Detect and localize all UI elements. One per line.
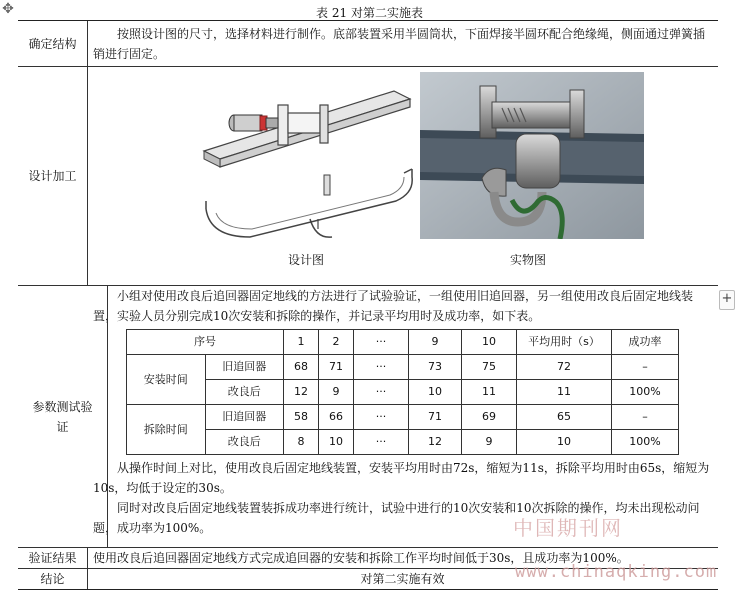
table-row: [127, 380, 679, 405]
table-cell: 100%: [612, 380, 679, 405]
test-data-table: [126, 329, 679, 455]
table-cell: 75: [462, 355, 517, 380]
table-header-row: [127, 330, 679, 355]
table-cell: 71: [409, 405, 462, 430]
watermark-title: 中国期刊网: [513, 516, 623, 540]
table-cell: 10: [409, 380, 462, 405]
table-cell: 69: [462, 405, 517, 430]
table-cell: ···: [354, 430, 409, 455]
table-cell: 12: [409, 430, 462, 455]
table-cell: ···: [354, 380, 409, 405]
col-header-index: 序号: [127, 330, 284, 355]
test-intro: 小组对使用改良后追回器固定地线的方法进行了试验验证，一组使用旧追回器，另一组使用改良后固定地线装置，实验人员分别完成10次安装和拆除的操作，并记录平均用时及成功率，如下表。: [93, 289, 694, 323]
table-cell: ···: [354, 355, 409, 380]
table-cell: 9: [319, 380, 354, 405]
table-row: [127, 355, 679, 380]
table-cell: 66: [319, 405, 354, 430]
device-type-label: 改良后: [205, 380, 284, 405]
table-cell: –: [612, 405, 679, 430]
table-cell: 11: [517, 380, 612, 405]
conclusion-text: 对第二实施有效: [360, 572, 445, 586]
table-cell: 10: [319, 430, 354, 455]
table-caption: 表 21 对第二实施表: [316, 6, 423, 20]
col-header-trial-9: 9: [409, 330, 462, 355]
test-paragraph-time: 从操作时间上对比，使用改良后固定地线装置，安装平均用时由72s，缩短为11s，拆除平均用时由65s，缩短为10s，均低于设定的30s。: [93, 461, 710, 495]
table-cell: –: [612, 355, 679, 380]
row-test: [18, 286, 718, 548]
physical-photo-figure: [420, 72, 644, 239]
col-header-trial-2: 2: [319, 330, 354, 355]
table-cell: 73: [409, 355, 462, 380]
row-design: [18, 67, 718, 286]
table-row: [127, 405, 679, 430]
group-label: 安装时间: [127, 355, 206, 405]
test-paragraph-success: 同时对改良后固定地线装置装拆成功率进行统计，试验中进行的10次安装和10次拆除的操作，均未出现松动问题，成功率为100%。: [93, 501, 700, 535]
table-cell: 68: [284, 355, 319, 380]
col-header-trial-10: 10: [462, 330, 517, 355]
add-column-plus-icon[interactable]: +: [719, 290, 735, 310]
structure-text: 按照设计图的尺寸，选择材料进行制作。底部装置采用半圆筒状，下面焊接半圆环配合绝缘绳，侧面通过弹簧插销进行固定。: [93, 27, 706, 61]
design-drawing-caption: 设计图: [288, 253, 325, 267]
result-text: 使用改良后追回器固定地线方式完成追回器的安装和拆除工作平均时间低于30s，且成功率为100%。: [93, 551, 629, 565]
implementation-table: [18, 20, 718, 590]
table-cell: 58: [284, 405, 319, 430]
table-cell: 10: [517, 430, 612, 455]
table-cell: 9: [462, 430, 517, 455]
col-header-ellipsis: ···: [354, 330, 409, 355]
group-label: 拆除时间: [127, 405, 206, 455]
table-move-handle-icon[interactable]: ✥: [2, 1, 14, 17]
device-type-label: 旧追回器: [205, 405, 284, 430]
table-cell: 12: [284, 380, 319, 405]
table-cell: ···: [354, 405, 409, 430]
table-row: [127, 430, 679, 455]
table-cell: 8: [284, 430, 319, 455]
watermark-url: www.chinaqking.com: [515, 562, 718, 582]
table-cell: 11: [462, 380, 517, 405]
physical-photo-caption: 实物图: [510, 253, 547, 267]
row-label-conclusion: 结论: [18, 569, 88, 589]
row-structure: [18, 21, 718, 67]
col-header-avg-time: 平均用时（s）: [517, 330, 612, 355]
row-label-result: 验证结果: [18, 548, 88, 568]
table-cell: 65: [517, 405, 612, 430]
design-drawing-figure: [200, 89, 426, 247]
table-cell: 71: [319, 355, 354, 380]
col-header-success-rate: 成功率: [612, 330, 679, 355]
table-cell: 72: [517, 355, 612, 380]
col-header-trial-1: 1: [284, 330, 319, 355]
row-label-structure: 确定结构: [18, 21, 88, 66]
device-type-label: 改良后: [205, 430, 284, 455]
device-type-label: 旧追回器: [205, 355, 284, 380]
row-label-design: 设计加工: [18, 67, 88, 285]
row-label-test: 参数测试验证: [18, 286, 108, 547]
table-cell: 100%: [612, 430, 679, 455]
